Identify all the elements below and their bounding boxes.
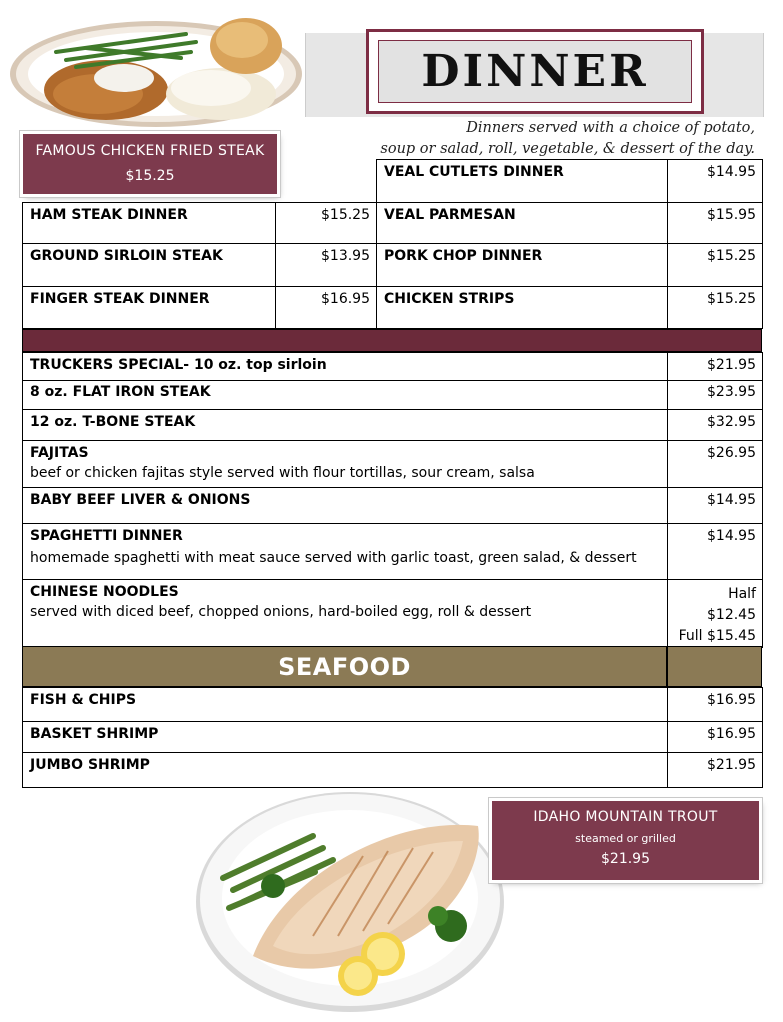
- dish-name: SPAGHETTI DINNER: [30, 528, 183, 544]
- dish-price: $16.95: [276, 287, 377, 329]
- dish-cell: [23, 524, 668, 580]
- table-row: [23, 580, 763, 648]
- price-half: $12.45: [707, 607, 756, 623]
- table-row: [23, 203, 763, 244]
- seafood-heading-band: [22, 646, 667, 687]
- empty-cell: [276, 160, 377, 203]
- chicken-fried-steak-photo: [6, 12, 303, 130]
- price-half-label: Half: [728, 586, 756, 602]
- dish-name: PORK CHOP DINNER: [377, 244, 668, 287]
- table-row: [23, 244, 763, 287]
- dish-name: FINGER STEAK DINNER: [23, 287, 276, 329]
- dish-price: $15.25: [668, 244, 763, 287]
- trout-photo: [193, 786, 508, 1016]
- table-row: [23, 753, 763, 788]
- dish-price: $14.95: [668, 160, 763, 203]
- featured-top-name: FAMOUS CHICKEN FRIED STEAK: [35, 143, 265, 159]
- dish-description: served with diced beef, chopped onions, hard-boiled egg, roll & dessert: [30, 604, 532, 620]
- dish-name: VEAL PARMESAN: [377, 203, 668, 244]
- dish-name: 12 oz. T-BONE STEAK: [23, 410, 668, 441]
- table-row: [23, 688, 763, 722]
- page-title: DINNER: [421, 46, 649, 97]
- featured-bottom-price: $21.95: [601, 851, 650, 867]
- table-row: [23, 441, 763, 488]
- table-row: [23, 524, 763, 580]
- title-frame: [366, 29, 704, 114]
- specials-table: [22, 352, 763, 648]
- dish-price: $14.95: [668, 524, 763, 580]
- dish-name: VEAL CUTLETS DINNER: [377, 160, 668, 203]
- table-row: [23, 722, 763, 753]
- dinner-table: [22, 159, 763, 329]
- dish-name: FISH & CHIPS: [23, 688, 668, 722]
- table-row: [23, 488, 763, 524]
- dish-price: $14.95: [668, 488, 763, 524]
- dish-name: 8 oz. FLAT IRON STEAK: [23, 381, 668, 410]
- dish-price: $26.95: [668, 441, 763, 488]
- dish-price-options: [668, 580, 763, 648]
- dish-name: CHICKEN STRIPS: [377, 287, 668, 329]
- dish-price: $16.95: [668, 688, 763, 722]
- subtitle-line-2: soup or salad, roll, vegetable, & dessert of the day.: [380, 141, 755, 157]
- dish-name: CHINESE NOODLES: [30, 584, 179, 600]
- dish-cell: [23, 580, 668, 648]
- featured-bottom-name: IDAHO MOUNTAIN TROUT: [533, 809, 718, 825]
- dish-cell: [23, 441, 668, 488]
- table-row: [23, 287, 763, 329]
- dish-name: TRUCKERS SPECIAL- 10 oz. top sirloin: [23, 353, 668, 381]
- featured-idaho-mountain-trout: [492, 801, 759, 880]
- featured-bottom-note: steamed or grilled: [575, 832, 676, 845]
- dish-price: $32.95: [668, 410, 763, 441]
- table-row: [23, 353, 763, 381]
- dish-price: $15.95: [668, 203, 763, 244]
- featured-top-price: $15.25: [125, 168, 175, 184]
- menu-subtitle: [380, 118, 755, 160]
- dish-name: BABY BEEF LIVER & ONIONS: [23, 488, 668, 524]
- dish-price: $21.95: [668, 753, 763, 788]
- dish-name: GROUND SIRLOIN STEAK: [23, 244, 276, 287]
- table-row: [23, 160, 763, 203]
- title-panel: [378, 40, 692, 103]
- dish-price: $23.95: [668, 381, 763, 410]
- table-row: [23, 410, 763, 441]
- dish-price: $15.25: [668, 287, 763, 329]
- dish-description: homemade spaghetti with meat sauce served with garlic toast, green salad, & dessert: [30, 550, 637, 566]
- dish-name: JUMBO SHRIMP: [23, 753, 668, 788]
- section-divider: [22, 329, 762, 352]
- dish-name: FAJITAS: [30, 445, 89, 461]
- subtitle-line-1: Dinners served with a choice of potato,: [466, 120, 755, 136]
- empty-cell: [23, 160, 276, 203]
- dish-name: BASKET SHRIMP: [23, 722, 668, 753]
- dish-price: $21.95: [668, 353, 763, 381]
- dish-price: $16.95: [668, 722, 763, 753]
- seafood-heading: SEAFOOD: [278, 652, 411, 681]
- dish-price: $15.25: [276, 203, 377, 244]
- table-row: [23, 381, 763, 410]
- dish-name: HAM STEAK DINNER: [23, 203, 276, 244]
- seafood-heading-band-right: [667, 646, 762, 687]
- dish-price: $13.95: [276, 244, 377, 287]
- seafood-table: [22, 687, 763, 788]
- price-full: Full $15.45: [678, 628, 756, 644]
- dish-description: beef or chicken fajitas style served with flour tortillas, sour cream, salsa: [30, 465, 535, 481]
